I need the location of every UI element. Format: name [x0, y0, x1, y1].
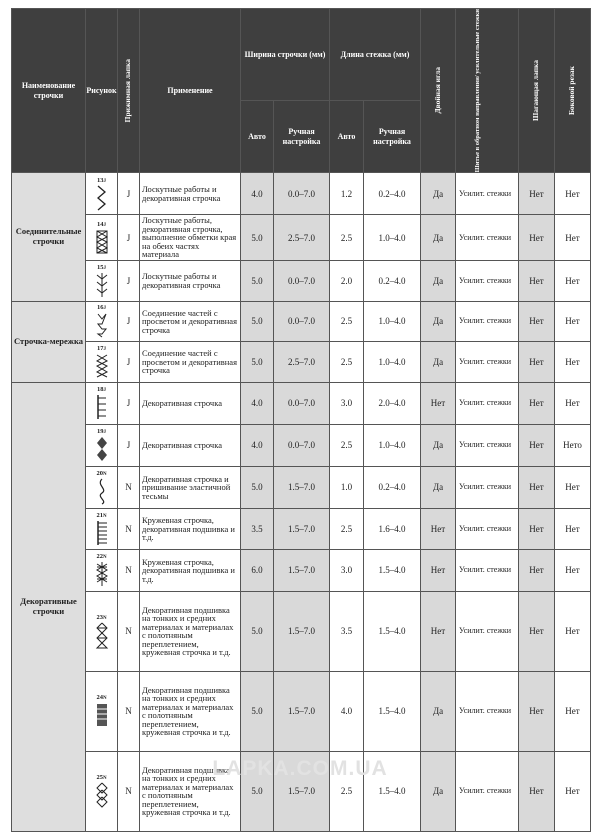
stitch-number: 22N: [96, 553, 107, 561]
header-reverse: Шитье в обратном направлении/ усилительные стежки: [474, 9, 482, 173]
double-needle-cell: Да: [421, 260, 456, 301]
reverse-cell: Усилит. стежки: [456, 466, 519, 508]
application-cell: Декоративная подшивка на тонких и средних материалах и материалах с полотняным переплетением, кружевная строчка и т.д.: [140, 751, 241, 831]
double-needle-cell: Нет: [421, 382, 456, 424]
feed-cell: Нет: [519, 591, 555, 671]
feed-cell: Нет: [519, 301, 555, 341]
width-auto-cell: 4.0: [241, 382, 274, 424]
foot-cell: N: [118, 671, 140, 751]
width-manual-cell: 1.5–7.0: [274, 671, 330, 751]
width-auto-cell: 5.0: [241, 591, 274, 671]
header-width-manual: Ручная настройка: [274, 100, 330, 173]
stitch-picture: [86, 549, 118, 591]
width-auto-cell: 5.0: [241, 215, 274, 261]
feed-cell: Нет: [519, 671, 555, 751]
foot-cell: N: [118, 466, 140, 508]
length-manual-cell: 2.0–4.0: [364, 382, 421, 424]
reverse-cell: Усилит. стежки: [456, 173, 519, 215]
stitch-picture: [86, 341, 118, 382]
length-auto-cell: 2.5: [330, 341, 364, 382]
length-manual-cell: 1.5–4.0: [364, 591, 421, 671]
satin-block-stitch-icon: [95, 701, 109, 729]
double-needle-cell: Да: [421, 301, 456, 341]
side-cutter-cell: Нет: [555, 382, 591, 424]
header-feed: Шагающая лапка: [531, 60, 541, 122]
length-manual-cell: 1.5–4.0: [364, 549, 421, 591]
double-needle-cell: Да: [421, 173, 456, 215]
side-cutter-cell: Нет: [555, 260, 591, 301]
fern-stitch-icon: [95, 271, 109, 299]
watermark: LAPKA.COM.UA: [212, 757, 388, 780]
application-cell: Лоскутные работы и декоративная строчка: [140, 260, 241, 301]
header-side-cutter: Боковой резак: [567, 66, 577, 116]
width-auto-cell: 6.0: [241, 549, 274, 591]
table-row: [12, 591, 591, 671]
width-manual-cell: 2.5–7.0: [274, 215, 330, 261]
length-auto-cell: 3.0: [330, 382, 364, 424]
length-manual-cell: 1.6–4.0: [364, 508, 421, 549]
double-needle-cell: Да: [421, 341, 456, 382]
length-manual-cell: 0.2–4.0: [364, 466, 421, 508]
length-manual-cell: 0.2–4.0: [364, 173, 421, 215]
stitch-number: 18J: [97, 386, 106, 394]
reverse-cell: Усилит. стежки: [456, 751, 519, 831]
table-row: [12, 260, 591, 301]
comb-stitch-icon: [95, 393, 109, 421]
wave-stitch-icon: [95, 477, 109, 505]
application-cell: Декоративная подшивка на тонких и средних материалах и материалах с полотняным переплетением, кружевная строчка и т.д.: [140, 591, 241, 671]
width-manual-cell: 1.5–7.0: [274, 591, 330, 671]
stitch-number: 13J: [97, 176, 106, 184]
feed-cell: Нет: [519, 751, 555, 831]
length-auto-cell: 2.0: [330, 260, 364, 301]
side-cutter-cell: Нет: [555, 173, 591, 215]
application-cell: Соединение частей с просветом и декоративная строчка: [140, 341, 241, 382]
table-row: [12, 173, 591, 215]
header-width-auto: Авто: [241, 100, 274, 173]
length-auto-cell: 3.5: [330, 591, 364, 671]
foot-cell: N: [118, 549, 140, 591]
zigzag-stitch-icon: [95, 184, 109, 212]
stitch-number: 21N: [96, 511, 107, 519]
width-manual-cell: 1.5–7.0: [274, 466, 330, 508]
stitch-table: [11, 8, 591, 832]
stitch-picture: [86, 671, 118, 751]
width-auto-cell: 4.0: [241, 173, 274, 215]
length-auto-cell: 3.0: [330, 549, 364, 591]
length-manual-cell: 1.0–4.0: [364, 215, 421, 261]
foot-cell: N: [118, 751, 140, 831]
length-auto-cell: 4.0: [330, 671, 364, 751]
width-auto-cell: 3.5: [241, 508, 274, 549]
double-needle-cell: Да: [421, 671, 456, 751]
side-cutter-cell: Нет: [555, 215, 591, 261]
foot-cell: J: [118, 301, 140, 341]
header-double-needle: Двойная игла: [432, 67, 442, 114]
table-row: [12, 466, 591, 508]
header-length-auto: Авто: [330, 100, 364, 173]
side-cutter-cell: Нет: [555, 466, 591, 508]
reverse-cell: Усилит. стежки: [456, 549, 519, 591]
feed-cell: Нет: [519, 424, 555, 466]
header-width: Ширина строчки (мм): [241, 9, 330, 101]
table-row: [12, 508, 591, 549]
stitch-picture: [86, 382, 118, 424]
foot-cell: J: [118, 382, 140, 424]
table-row: [12, 301, 591, 341]
reverse-cell: Усилит. стежки: [456, 215, 519, 261]
table-row: [12, 215, 591, 261]
feed-cell: Нет: [519, 382, 555, 424]
width-manual-cell: 0.0–7.0: [274, 173, 330, 215]
length-manual-cell: 0.2–4.0: [364, 260, 421, 301]
table-row: [12, 671, 591, 751]
table-row: [12, 382, 591, 424]
double-diamond-stitch-icon: [95, 781, 109, 809]
feed-cell: Нет: [519, 173, 555, 215]
reverse-cell: Усилит. стежки: [456, 341, 519, 382]
group-label: Соединительные строчки: [12, 173, 86, 302]
stitch-number: 16J: [97, 304, 106, 312]
stitch-picture: [86, 215, 118, 261]
application-cell: Кружевная строчка, декоративная подшивка и т.д.: [140, 508, 241, 549]
length-auto-cell: 2.5: [330, 751, 364, 831]
honeycomb-stitch-icon: [95, 621, 109, 649]
header-picture: Рисунок: [86, 9, 118, 173]
feed-cell: Нет: [519, 215, 555, 261]
width-manual-cell: 0.0–7.0: [274, 424, 330, 466]
diamond-stitch-icon: [95, 435, 109, 463]
star-stitch-icon: [95, 560, 109, 588]
length-auto-cell: 2.5: [330, 301, 364, 341]
application-cell: Кружевная строчка, декоративная подшивка и т.д.: [140, 549, 241, 591]
stitch-picture: [86, 508, 118, 549]
foot-cell: J: [118, 341, 140, 382]
ladder-stitch-icon: [95, 228, 109, 256]
length-manual-cell: 1.0–4.0: [364, 301, 421, 341]
header-name: Наименование строчки: [12, 9, 86, 173]
width-manual-cell: 1.5–7.0: [274, 751, 330, 831]
reverse-cell: Усилит. стежки: [456, 591, 519, 671]
stitch-picture: [86, 173, 118, 215]
length-auto-cell: 2.5: [330, 508, 364, 549]
application-cell: Лоскутные работы, декоративная строчка, выполнение обметки края на обеих частях материала: [140, 215, 241, 261]
header-length-manual: Ручная настройка: [364, 100, 421, 173]
length-auto-cell: 1.0: [330, 466, 364, 508]
stitch-number: 23N: [96, 614, 107, 622]
width-manual-cell: 0.0–7.0: [274, 260, 330, 301]
feed-cell: Нет: [519, 508, 555, 549]
feed-cell: Нет: [519, 341, 555, 382]
table-row: [12, 424, 591, 466]
side-cutter-cell: Нет: [555, 508, 591, 549]
feed-cell: Нет: [519, 549, 555, 591]
width-auto-cell: 5.0: [241, 260, 274, 301]
length-manual-cell: 1.5–4.0: [364, 671, 421, 751]
width-manual-cell: 0.0–7.0: [274, 382, 330, 424]
stitch-number: 15J: [97, 263, 106, 271]
foot-cell: J: [118, 260, 140, 301]
feed-cell: Нет: [519, 260, 555, 301]
group-label: Декоративные строчки: [12, 382, 86, 831]
double-needle-cell: Нет: [421, 508, 456, 549]
double-needle-cell: Да: [421, 466, 456, 508]
side-cutter-cell: Нет: [555, 301, 591, 341]
double-needle-cell: Нет: [421, 549, 456, 591]
table-row: [12, 341, 591, 382]
application-cell: Декоративная строчка и пришивание эластичной тесьмы: [140, 466, 241, 508]
length-auto-cell: 2.5: [330, 215, 364, 261]
width-auto-cell: 5.0: [241, 751, 274, 831]
side-cutter-cell: Нето: [555, 424, 591, 466]
width-auto-cell: 4.0: [241, 424, 274, 466]
width-auto-cell: 5.0: [241, 301, 274, 341]
side-cutter-cell: Нет: [555, 671, 591, 751]
stitch-picture: [86, 301, 118, 341]
stitch-picture: [86, 591, 118, 671]
feed-cell: Нет: [519, 466, 555, 508]
length-auto-cell: 2.5: [330, 424, 364, 466]
double-needle-cell: Да: [421, 424, 456, 466]
length-auto-cell: 1.2: [330, 173, 364, 215]
foot-cell: J: [118, 173, 140, 215]
foot-cell: N: [118, 591, 140, 671]
cross-stitch-icon: [95, 352, 109, 380]
side-cutter-cell: Нет: [555, 341, 591, 382]
length-manual-cell: 1.0–4.0: [364, 424, 421, 466]
width-manual-cell: 2.5–7.0: [274, 341, 330, 382]
foot-cell: N: [118, 508, 140, 549]
stitch-picture: [86, 466, 118, 508]
double-needle-cell: Да: [421, 215, 456, 261]
side-cutter-cell: Нет: [555, 751, 591, 831]
table-row: [12, 549, 591, 591]
length-manual-cell: 1.0–4.0: [364, 341, 421, 382]
reverse-cell: Усилит. стежки: [456, 508, 519, 549]
side-cutter-cell: Нет: [555, 591, 591, 671]
double-needle-cell: Нет: [421, 591, 456, 671]
foot-cell: J: [118, 215, 140, 261]
reverse-cell: Усилит. стежки: [456, 301, 519, 341]
stitch-number: 17J: [97, 344, 106, 352]
double-needle-cell: Да: [421, 751, 456, 831]
stitch-number: 25N: [96, 774, 107, 782]
reverse-cell: Усилит. стежки: [456, 671, 519, 751]
application-cell: Декоративная строчка: [140, 424, 241, 466]
stitch-picture: [86, 260, 118, 301]
stitch-number: 24N: [96, 694, 107, 702]
stitch-number: 20N: [96, 470, 107, 478]
width-auto-cell: 5.0: [241, 671, 274, 751]
reverse-cell: Усилит. стежки: [456, 260, 519, 301]
reverse-cell: Усилит. стежки: [456, 382, 519, 424]
application-cell: Декоративная подшивка на тонких и средних материалах и материалах с полотняным переплетением, кружевная строчка и т.д.: [140, 671, 241, 751]
header-foot: Прижимная лапка: [123, 59, 133, 123]
stitch-number: 14J: [97, 220, 106, 228]
application-cell: Соединение частей с просветом и декоративная строчка: [140, 301, 241, 341]
application-cell: Декоративная строчка: [140, 382, 241, 424]
width-auto-cell: 5.0: [241, 466, 274, 508]
reverse-cell: Усилит. стежки: [456, 424, 519, 466]
header-length: Длина стежка (мм): [330, 9, 421, 101]
foot-cell: J: [118, 424, 140, 466]
application-cell: Лоскутные работы и декоративная строчка: [140, 173, 241, 215]
side-cutter-cell: Нет: [555, 549, 591, 591]
width-manual-cell: 1.5–7.0: [274, 508, 330, 549]
group-label: Строчка-мережка: [12, 301, 86, 382]
width-manual-cell: 1.5–7.0: [274, 549, 330, 591]
header-application: Применение: [140, 9, 241, 173]
width-auto-cell: 5.0: [241, 341, 274, 382]
bar-stitch-icon: [95, 519, 109, 547]
feather-stitch-icon: [95, 311, 109, 339]
width-manual-cell: 0.0–7.0: [274, 301, 330, 341]
stitch-number: 19J: [97, 428, 106, 436]
stitch-picture: [86, 424, 118, 466]
length-manual-cell: 1.5–4.0: [364, 751, 421, 831]
